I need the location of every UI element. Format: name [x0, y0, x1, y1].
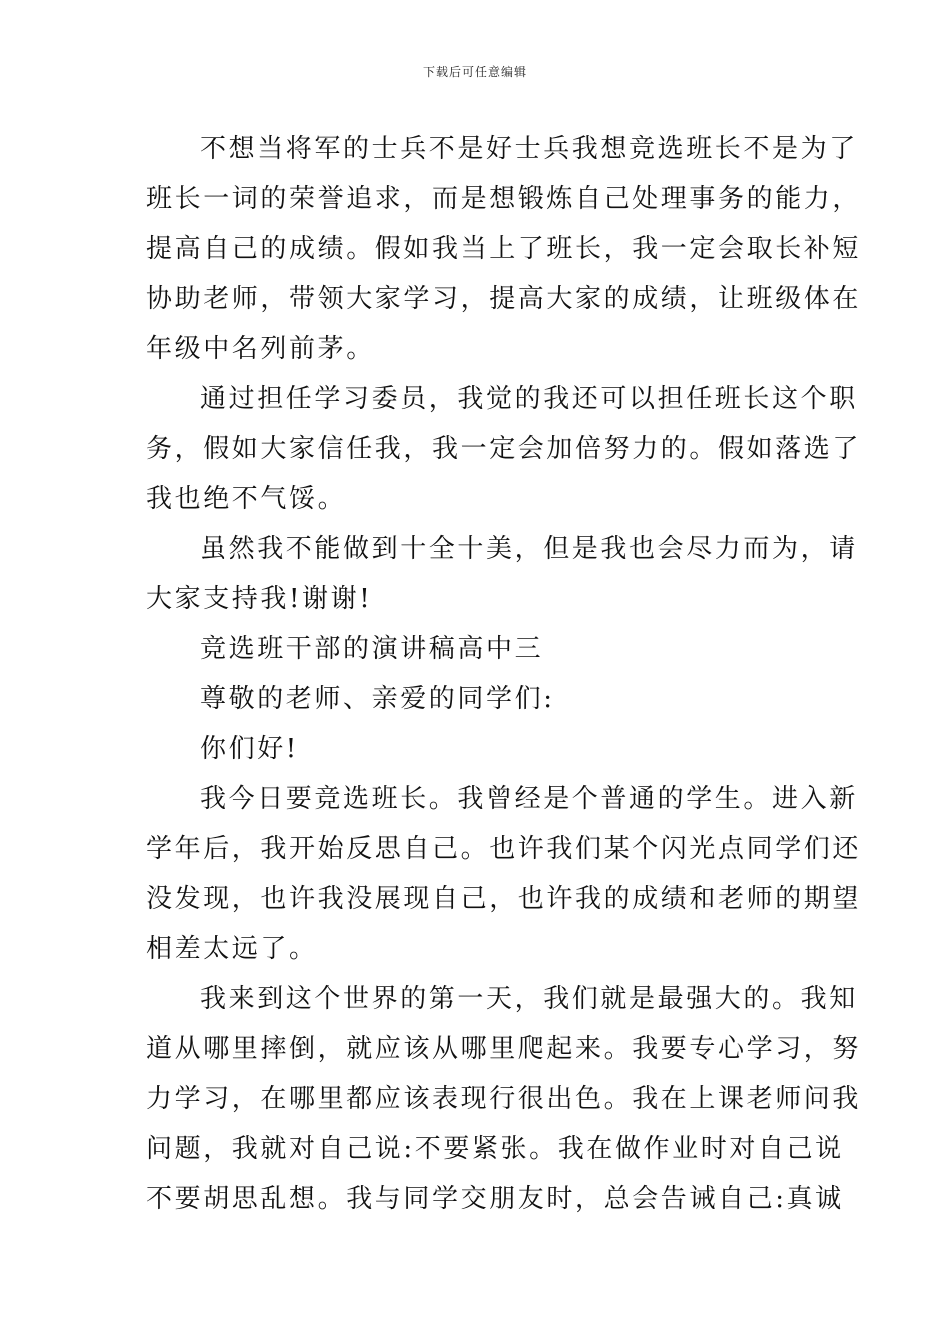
- paragraph-line: 协助老师，带领大家学习，提高大家的成绩，让班级体在: [146, 284, 862, 314]
- paragraph-line: 不要胡思乱想。我与同学交朋友时，总会告诫自己:真诚: [146, 1184, 844, 1214]
- paragraph-line: 年级中名列前茅。: [146, 334, 375, 364]
- paragraph-line: 相差太远了。: [146, 934, 318, 964]
- paragraph-line: 虽然我不能做到十全十美，但是我也会尽力而为，请: [200, 534, 858, 564]
- paragraph-line: 道从哪里摔倒，就应该从哪里爬起来。我要专心学习，努: [146, 1034, 862, 1064]
- paragraph-line: 务，假如大家信任我，我一定会加倍努力的。假如落选了: [146, 434, 862, 464]
- paragraph-line: 大家支持我!谢谢!: [146, 584, 373, 614]
- paragraph-line: 提高自己的成绩。假如我当上了班长，我一定会取长补短: [146, 234, 862, 264]
- paragraph-line: 没发现，也许我没展现自己，也许我的成绩和老师的期望: [146, 884, 862, 914]
- paragraph-line: 班长一词的荣誉追求，而是想锻炼自己处理事务的能力，: [146, 184, 862, 214]
- section-title: 竞选班干部的演讲稿高中三: [200, 634, 544, 664]
- paragraph-line: 通过担任学习委员，我觉的我还可以担任班长这个职: [200, 384, 858, 414]
- paragraph-line: 不想当将军的士兵不是好士兵我想竞选班长不是为了: [200, 134, 858, 164]
- paragraph-line: 力学习，在哪里都应该表现行很出色。我在上课老师问我: [146, 1084, 862, 1114]
- paragraph-line: 问题，我就对自己说:不要紧张。我在做作业时对自己说: [146, 1134, 844, 1164]
- paragraph-line: 学年后，我开始反思自己。也许我们某个闪光点同学们还: [146, 834, 862, 864]
- page-header: 下载后可任意编辑: [422, 65, 527, 79]
- paragraph-line: 我来到这个世界的第一天，我们就是最强大的。我知: [200, 984, 858, 1014]
- paragraph-line: 我也绝不气馁。: [146, 484, 347, 514]
- paragraph-line: 我今日要竞选班长。我曾经是个普通的学生。进入新: [200, 784, 858, 814]
- salutation: 尊敬的老师、亲爱的同学们:: [200, 684, 555, 714]
- greeting: 你们好!: [200, 734, 299, 764]
- body-text: [146, 124, 862, 1224]
